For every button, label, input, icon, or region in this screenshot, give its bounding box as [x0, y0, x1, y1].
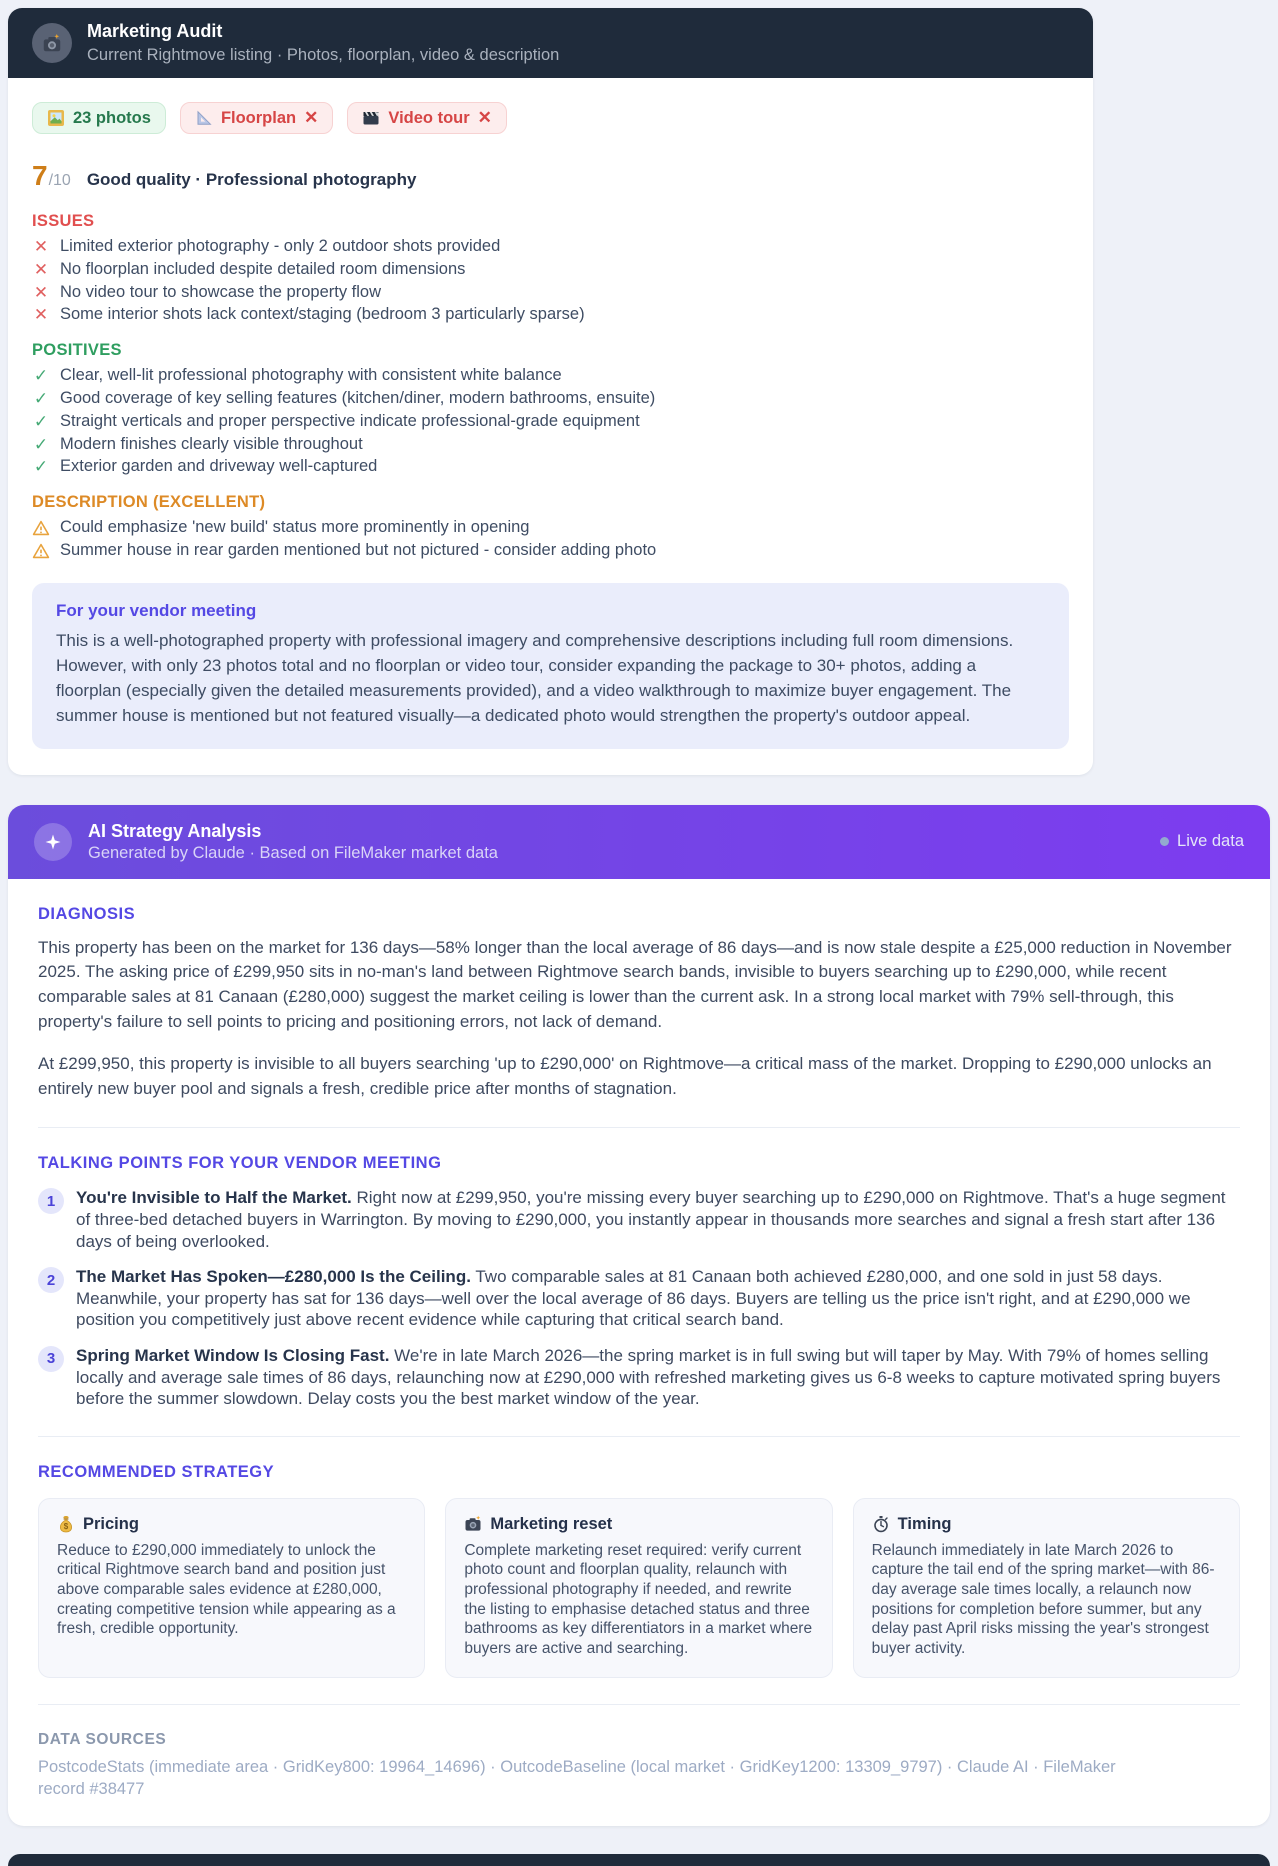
camera-icon — [464, 1515, 482, 1533]
warning-icon — [32, 542, 50, 560]
x-icon: ✕ — [33, 236, 49, 256]
missing-x-mark: ✕ — [477, 108, 492, 128]
vendor-note-body: This is a well-photographed property with professional imagery and comprehensive descriptions including full room dimensions. However, with only 23 photos total and no floorplan or video tour, consider expanding the package to 30+ photos, adding a floorplan (especially given the detailed measurements provided), and a video walkthrough to maximize buyer engagement. The summer house is mentioned but not featured visually—a dedicated photo would strengthen the property's outdoor appeal. — [56, 630, 1014, 725]
photos-badge — [32, 102, 166, 134]
talking-point-text — [76, 1266, 1240, 1331]
ai-strategy-header — [8, 805, 1270, 879]
live-dot-icon — [1160, 837, 1169, 846]
timing-card — [853, 1498, 1240, 1678]
check-icon: ✓ — [33, 366, 49, 386]
check-icon: ✓ — [33, 411, 49, 431]
talking-point-body: Two comparable sales at 81 Canaan both achieved £280,000, and one sold in just 58 days. Meanwhile, your property has sat for 136 days—well over the local average of 86 days. Buyers are telling us the price isn't right, and at £290,000 we position you competitively just above recent evidence while capturing that critical search band. — [76, 1267, 1191, 1330]
badge-row — [32, 102, 1069, 134]
positive-item — [32, 366, 1069, 386]
ai-strategy-card — [8, 805, 1270, 1827]
stopwatch-icon — [872, 1515, 890, 1533]
marketing-reset-card-title-text: Marketing reset — [490, 1514, 613, 1533]
ai-header-text-group — [88, 820, 498, 864]
diagnosis-paragraph: This property has been on the market for 136 days—58% longer than the local average of 86 days—and is now stale despite a £25,000 reduction in November 2025. The asking price of £299,950 sits in no-man's land between Rightmove search bands, invisible to buyers searching up to £290,000, while recent comparable sales at 81 Canaan (£280,000) suggest the market ceiling is lower than the current ask. In a strong local market with 79% sell-through, this property's failure to sell points to pricing and positioning errors, not lack of demand. — [38, 937, 1232, 1031]
talking-point-number: 3 — [38, 1346, 64, 1372]
x-icon: ✕ — [33, 282, 49, 302]
positive-text: Straight verticals and proper perspective indicate professional-grade equipment — [60, 411, 640, 430]
marketing-reset-card-title — [464, 1515, 813, 1534]
x-icon: ✕ — [33, 305, 49, 325]
positive-item — [32, 412, 1069, 432]
score-label: Good quality · Professional photography — [86, 169, 417, 189]
data-sources-heading: DATA SOURCES — [38, 1730, 167, 1748]
check-icon: ✓ — [33, 457, 49, 477]
talking-point-lead: The Market Has Spoken—£280,000 Is the Ceiling. — [76, 1267, 471, 1287]
timing-card-title — [872, 1515, 1221, 1534]
marketing-audit-header — [8, 8, 1093, 78]
warning-icon — [32, 519, 50, 537]
live-data-label: Live data — [1177, 832, 1244, 851]
recommended-strategy-heading: RECOMMENDED STRATEGY — [38, 1462, 275, 1481]
marketing-audit-body — [8, 78, 1093, 775]
description-text: Summer house in rear garden mentioned but not pictured - consider adding photo — [60, 540, 657, 559]
pricing-card-title — [57, 1515, 406, 1534]
description-item — [32, 541, 1069, 561]
issue-item — [32, 237, 1069, 257]
data-sources-text: PostcodeStats (immediate area · GridKey800: 19964_14696) · OutcodeBaseline (local market · GridKey1200: 13309_9797) · Claude AI · FileMaker record #38477 — [38, 1757, 1116, 1798]
pricing-card — [38, 1498, 425, 1678]
positives-heading: POSITIVES — [32, 341, 122, 360]
issue-text: Limited exterior photography - only 2 outdoor shots provided — [60, 236, 501, 255]
check-icon: ✓ — [33, 388, 49, 408]
talking-point-text — [76, 1345, 1240, 1410]
camera-icon — [41, 32, 63, 54]
description-heading: DESCRIPTION (EXCELLENT) — [32, 493, 266, 512]
issue-text: Some interior shots lack context/staging (bedroom 3 particularly sparse) — [60, 305, 585, 324]
timing-card-title-text: Timing — [897, 1514, 952, 1533]
score-row — [32, 160, 1069, 192]
talking-point-body: We're in late March 2026—the spring market is in full swing but will taper by May. With 79% of homes selling locally and average sale times of 86 days, relaunching now at £290,000 with refreshed marketing gives us 6-8 weeks to capture motivated spring buyers before the summer slowdown. Delay costs you the best market window of the year. — [76, 1345, 1221, 1409]
talking-point-number: 2 — [38, 1267, 64, 1293]
money-bag-icon — [57, 1515, 75, 1533]
talking-point-lead: You're Invisible to Half the Market. — [76, 1188, 352, 1208]
card-title: Marketing Audit — [87, 21, 223, 41]
header-text-group — [87, 20, 559, 66]
ai-strategy-body — [8, 879, 1270, 1827]
camera-avatar — [32, 23, 72, 63]
score-value: 7 — [32, 159, 48, 191]
issue-text: No video tour to showcase the property flow — [60, 282, 382, 301]
next-card-peek — [8, 1854, 1270, 1866]
positive-item — [32, 389, 1069, 409]
photos-icon — [47, 109, 65, 127]
positive-text: Good coverage of key selling features (kitchen/diner, modern bathrooms, ensuite) — [60, 388, 656, 407]
issue-text: No floorplan included despite detailed room dimensions — [60, 259, 466, 278]
video-tour-badge — [347, 102, 507, 134]
positive-item — [32, 457, 1069, 477]
issue-item — [32, 283, 1069, 303]
diagnosis-paragraph: At £299,950, this property is invisible to all buyers searching 'up to £290,000' on Rightmove—a critical mass of the market. Dropping to £290,000 unlocks an entirely new buyer pool and signals a fresh, credible price after months of stagnation. — [38, 1054, 1212, 1098]
vendor-note-heading: For your vendor meeting — [56, 600, 257, 620]
positive-item — [32, 435, 1069, 455]
score-denominator: /10 — [48, 171, 71, 189]
talking-point — [38, 1266, 1240, 1331]
pricing-card-body: Reduce to £290,000 immediately to unlock the critical Rightmove search band and position just above comparable sales evidence at £280,000, creating competitive tension while appearing as a fresh, credible opportunity. — [57, 1541, 396, 1638]
live-data-badge — [1160, 832, 1244, 851]
issue-item — [32, 305, 1069, 325]
ai-card-title: AI Strategy Analysis — [88, 820, 262, 841]
vendor-meeting-note — [32, 583, 1069, 749]
svg-text:$: $ — [63, 1522, 69, 1532]
talking-point — [38, 1345, 1240, 1410]
video-tour-badge-label: Video tour — [388, 108, 470, 127]
card-subtitle: Current Rightmove listing · Photos, floorplan, video & description — [87, 45, 560, 64]
marketing-audit-card — [8, 8, 1093, 775]
photos-badge-label: 23 photos — [73, 108, 151, 127]
sparkle-icon — [44, 833, 62, 851]
talking-point-body: Right now at £299,950, you're missing every buyer searching up to £290,000 on Rightmove. That's a huge segment of three-bed detached buyers in Warrington. By moving to £290,000, you instantly appear in thousands more searches and signal a fresh start after 136 days of being overlooked. — [76, 1188, 1226, 1251]
timing-card-body: Relaunch immediately in late March 2026 to capture the tail end of the spring market—with 86-day average sale times locally, a relaunch now positions for completion before summer, but any delay past April risks missing the year's strongest buyer activity. — [871, 1541, 1215, 1658]
strategy-card-grid — [38, 1498, 1240, 1678]
issues-heading: ISSUES — [32, 211, 95, 230]
divider — [38, 1127, 1240, 1128]
talking-point-lead: Spring Market Window Is Closing Fast. — [76, 1345, 390, 1365]
positive-text: Exterior garden and driveway well-captured — [60, 457, 378, 476]
sparkle-avatar — [34, 823, 72, 861]
video-icon — [362, 109, 380, 127]
missing-x-mark: ✕ — [304, 108, 319, 128]
talking-point-text — [76, 1187, 1240, 1252]
check-icon: ✓ — [33, 434, 49, 454]
description-item — [32, 518, 1069, 538]
floorplan-badge-label: Floorplan — [220, 108, 297, 127]
positive-text: Modern finishes clearly visible throughout — [60, 434, 363, 453]
x-icon: ✕ — [33, 259, 49, 279]
divider — [38, 1436, 1240, 1437]
ai-card-subtitle: Generated by Claude · Based on FileMaker market data — [88, 844, 498, 863]
marketing-reset-card — [445, 1498, 832, 1678]
ai-header-left — [34, 820, 498, 864]
floorplan-icon — [195, 109, 213, 127]
issue-item — [32, 260, 1069, 280]
floorplan-badge — [180, 102, 333, 134]
description-text: Could emphasize 'new build' status more prominently in opening — [60, 518, 530, 537]
talking-points-heading: TALKING POINTS FOR YOUR VENDOR MEETING — [38, 1154, 442, 1173]
marketing-reset-card-body: Complete marketing reset required: verify current photo count and floorplan quality, relaunch with professional photography if needed, and rewrite the listing to emphasise detached status and three bathrooms as key differentiators in a market where buyers are active and searching. — [464, 1541, 813, 1658]
talking-point-number: 1 — [38, 1188, 64, 1214]
talking-point — [38, 1187, 1240, 1252]
pricing-card-title-text: Pricing — [83, 1514, 139, 1533]
divider — [38, 1704, 1240, 1705]
positive-text: Clear, well-lit professional photography with consistent white balance — [60, 366, 562, 385]
diagnosis-heading: DIAGNOSIS — [38, 904, 136, 923]
